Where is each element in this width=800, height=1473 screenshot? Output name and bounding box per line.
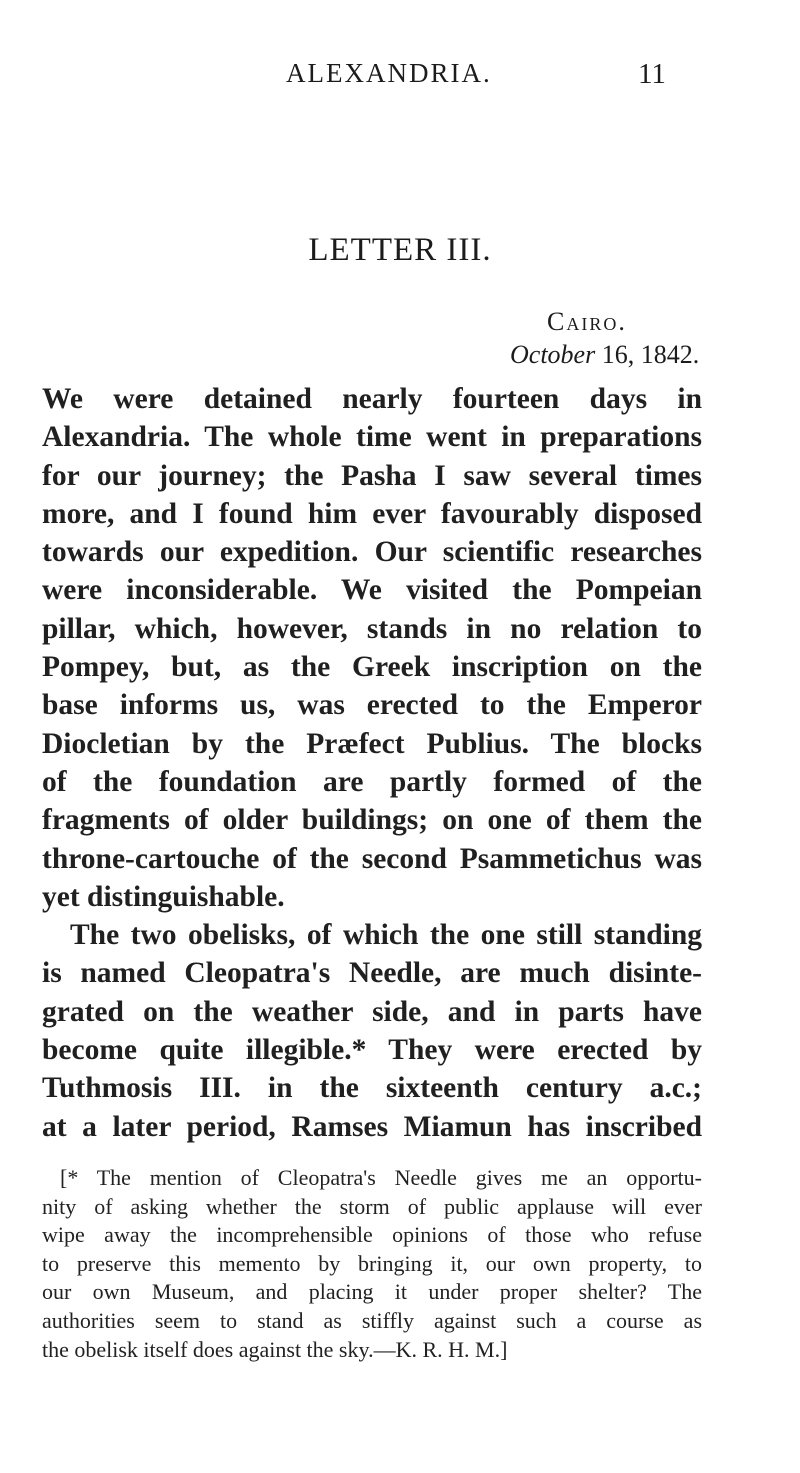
page-number: 11 <box>638 58 666 90</box>
body-line: yet distinguishable. <box>42 880 285 913</box>
letter-body <box>42 380 702 1146</box>
footnote-line: [* The mention of Cleopatra's Needle gives me an opportu- <box>60 1165 702 1190</box>
body-line: were inconsiderable. We visited the Pompeian <box>42 574 702 607</box>
dateline-day-year: 16, 1842. <box>595 340 700 369</box>
body-line: Alexandria. The whole time went in preparations <box>42 421 702 454</box>
footnote-line: nity of asking whether the storm of public applause will ever <box>42 1193 702 1219</box>
running-head-title: ALEXANDRIA. <box>286 58 492 88</box>
dateline-month: October <box>510 340 596 369</box>
footnote <box>42 1164 702 1364</box>
body-line: fragments of older buildings; on one of them the <box>42 804 702 837</box>
dateline-place: Cairo. <box>547 307 627 336</box>
body-line: throne-cartouche of the second Psammetichus was <box>42 842 702 875</box>
body-line: pillar, which, however, stands in no relation to <box>42 612 702 645</box>
body-line: grated on the weather side, and in parts have <box>42 995 702 1028</box>
body-line: at a later period, Ramses Miamun has inscribed <box>42 1110 702 1143</box>
body-line: We were detained nearly fourteen days in <box>42 383 702 415</box>
body-line: The two obelisks, of which the one still standing <box>70 919 702 952</box>
body-line: Tuthmosis III. in the sixteenth century a.c.; <box>42 1072 702 1105</box>
footnote-line: the obelisk itself does against the sky.—K. R. H. M.] <box>42 1336 508 1362</box>
letter-heading: LETTER III. <box>308 232 492 268</box>
footnote-line: our own Museum, and placing it under proper shelter? The <box>42 1279 702 1305</box>
footnote-line: authorities seem to stand as stiffly against such a course as <box>42 1307 702 1333</box>
body-line: base informs us, was erected to the Emperor <box>42 689 702 722</box>
body-line: towards our expedition. Our scientific researches <box>42 536 702 569</box>
body-line: Diocletian by the Præfect Publius. The blocks <box>42 727 702 760</box>
body-line: more, and I found him ever favourably disposed <box>42 497 702 530</box>
dateline-date <box>510 340 699 370</box>
body-line: of the foundation are partly formed of the <box>42 765 702 798</box>
body-line: become quite illegible.* They were erected by <box>42 1034 702 1067</box>
running-head <box>0 58 800 98</box>
footnote-line: wipe away the incomprehensible opinions of those who refuse <box>42 1222 702 1248</box>
body-line: for our journey; the Pasha I saw several times <box>42 459 702 492</box>
footnote-line: to preserve this memento by bringing it, our own property, to <box>42 1250 702 1276</box>
body-line: Pompey, but, as the Greek inscription on the <box>42 651 702 684</box>
body-line: is named Cleopatra's Needle, are much disinte- <box>42 957 702 990</box>
